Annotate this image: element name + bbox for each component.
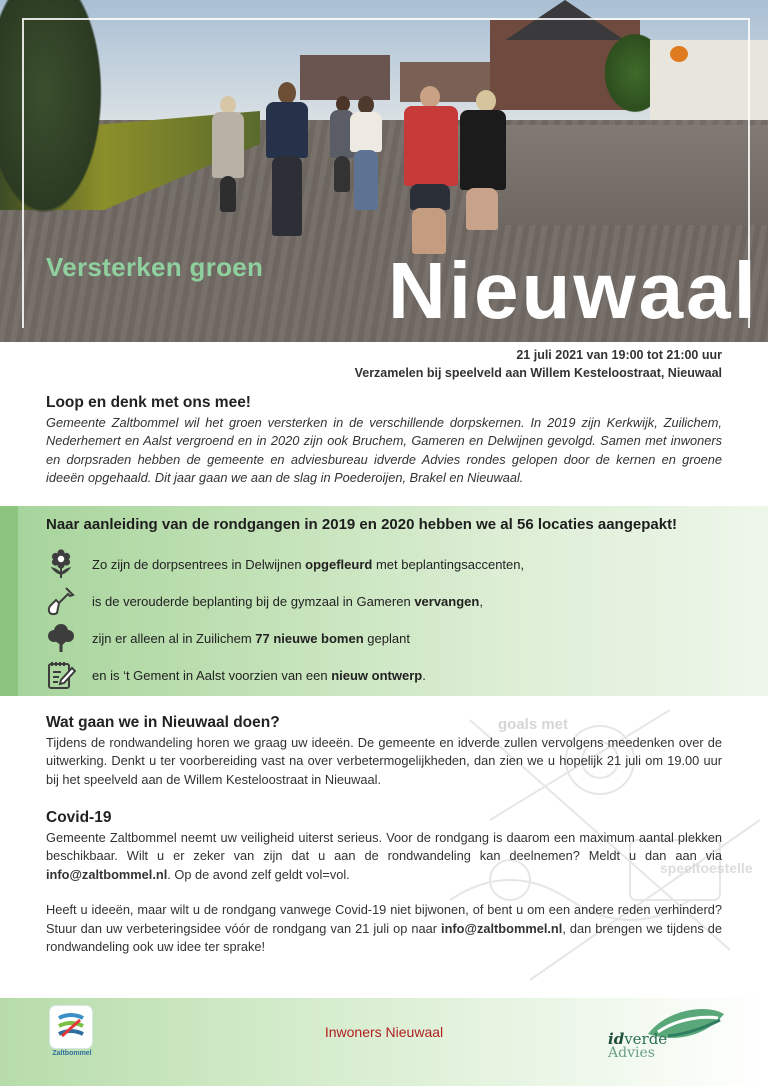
email-link[interactable]: info@zaltbommel.nl [441,920,563,936]
intro-section [46,394,722,488]
footer-center-text: Inwoners Nieuwaal [324,1024,444,1040]
watermark-text: speeltoestelle [660,860,753,876]
achievement-text: is de verouderde beplanting bij de gymzaal in Gameren vervangen, [92,593,483,609]
tree-icon [46,623,76,653]
event-info [355,346,722,382]
achievement-text: Zo zijn de dorpsentrees in Delwijnen opgefleurd met beplantingsaccenten, [92,556,525,572]
email-link[interactable]: info@zaltbommel.nl [46,866,168,882]
covid-body-2: Heeft u ideeën, maar wilt u de rondgang vanwege Covid-19 niet bijwonen, of bent u om een andere reden verhinderd? Stuur dan uw verbeteringsidee vóór de rondgang van 21 juli op naar info@zaltbommel.nl, dan brengen we tijdens de rondwandeling ook uw idee ter sprake! [46,902,722,955]
plan-heading: Wat gaan we in Nieuwaal doen? [46,714,280,731]
achievement-item [46,584,726,618]
notepad-pencil-icon [46,660,76,690]
intro-body: Gemeente Zaltbommel wil het groen versterken in de verschillende dorpskernen. In 2019 zijn Kerkwijk, Zuilichem, Nederhemert en Aalst vergroend en in 2020 zijn ook Bruchem, Gameren en Delwijnen gevolgd. Samen met inwoners en dorpsraden hebben de gemeente en adviesbureau idverde Advies rondes gelopen door de kernen en groene ideeën opgehaald. Dit jaar gaan we aan de slag in Poederoijen, Brakel en Nieuwaal. [46,415,722,486]
hero-subtitle: Versterken groen [46,252,264,282]
zaltbommel-logo-label: Zaltbommel [52,1050,92,1057]
idverde-logo: idverde Advies [608,1030,668,1061]
achievement-item [46,621,726,655]
shovel-icon [46,586,76,616]
plan-section [46,714,722,789]
achievement-text: zijn er alleen al in Zuilichem 77 nieuwe bomen geplant [92,630,410,646]
covid-body: Gemeente Zaltbommel neemt uw veiligheid uiterst serieus. Voor de rondgang is daarom een maximum aantal plekken beschikbaar. Wilt u er zeker van zijn dat u aan de rondwandeling kan deelnemen? Meldt u dan aan via info@zaltbommel.nl. Op de avond zelf geldt vol=vol. [46,830,722,882]
plan-body: Tijdens de rondwandeling horen we graag uw ideeën. De gemeente en idverde zullen vervolgens meedenken over de uitwerking. Denkt u ter voorbereiding vast na over verbetermogelijkheden, dan zien we u hopelijk 21 juli om 19.00 uur bij het speelveld aan de Willem Kesteloostraat in Nieuwaal. [46,735,722,787]
event-date-time: 21 juli 2021 van 19:00 tot 21:00 uur [516,348,722,362]
covid-section [46,809,722,956]
band-edge [0,506,18,696]
event-location: Verzamelen bij speelveld aan Willem Kesteloostraat, Nieuwaal [354,366,722,380]
watermark-text: goals met [498,716,569,733]
achievement-item [46,658,726,692]
intro-heading: Loop en denk met ons mee! [46,394,251,411]
hero-title: Nieuwaal [388,246,759,335]
band-title: Naar aanleiding van de rondgangen in 2019 en 2020 hebben we al 56 locaties aangepakt! [46,516,678,533]
covid-heading: Covid-19 [46,809,112,826]
achievement-item [46,547,726,581]
flower-icon [46,549,76,579]
achievement-text: en is ‘t Gement in Aalst voorzien van een nieuw ontwerp. [92,667,426,683]
